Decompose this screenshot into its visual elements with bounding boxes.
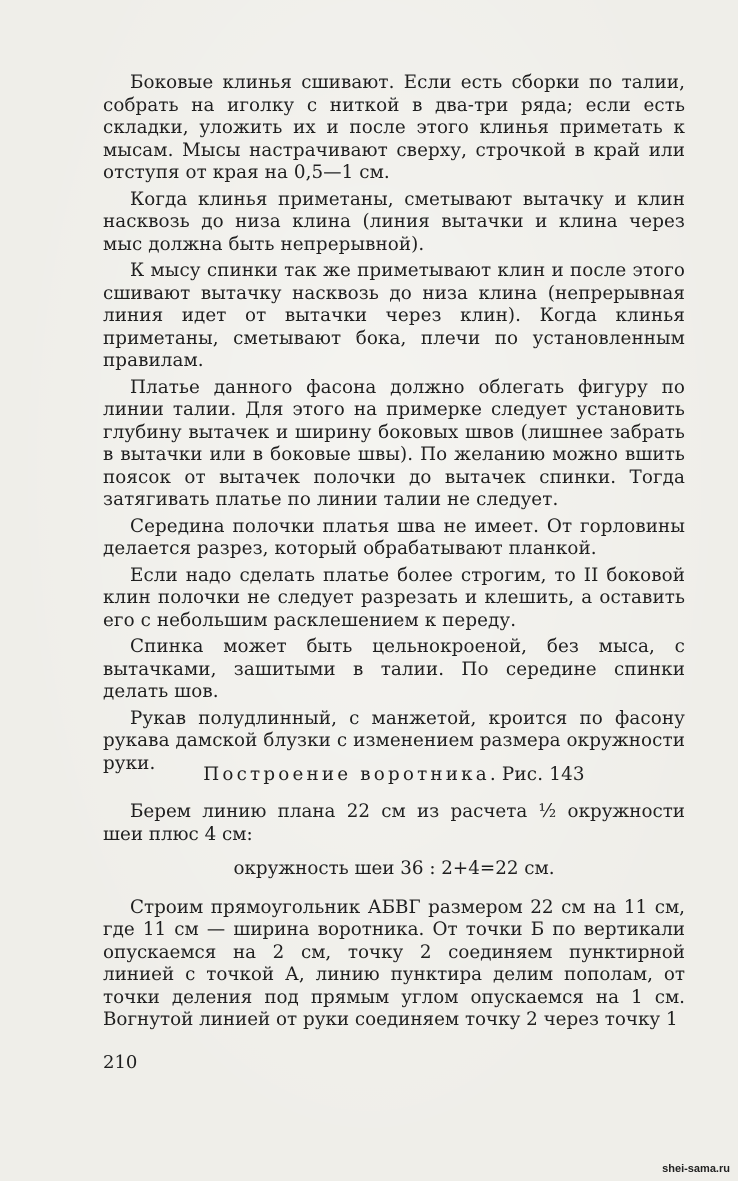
section-title-figure: . Рис. 143: [489, 764, 585, 785]
body-text: [103, 72, 685, 779]
paragraph-6: Если надо сделать платье более строгим, то II боковой клин полочки не следует разрезать и клешить, а оставить его с небольшим расклешением к переду.: [103, 564, 685, 631]
paragraph-1: Боковые клинья сшивают. Если есть сборки по талии, собрать на иголку с ниткой в два-три ряда; если есть складки, уложить их и после этого клинья приметать к мысам. Мысы настрачивают сверху, строчкой в край или отступя от края на 0,5—1 см.: [103, 72, 685, 183]
formula: окружность шеи 36 : 2+4=22 см.: [233, 858, 555, 879]
body-text-continued: [103, 801, 685, 1036]
page-number: 210: [103, 1052, 138, 1073]
section-title-spaced: Построение воротника: [203, 764, 490, 785]
paragraph-after-title: Берем линию плана 22 см из расчета ½ окружности шеи плюс 4 см:: [103, 801, 685, 845]
paragraph-4: Платье данного фасона должно облегать фигуру по линии талии. Для этого на примерке следует установить глубину вытачек и ширину боковых швов (лишнее забрать в вытачки или в боковые швы). По желанию можно вшить поясок от вытачек полочки до вытачек спинки. Тогда затягивать платье по линии талии не следует.: [103, 376, 685, 510]
paragraph-7: Спинка может быть цельнокроеной, без мыса, с вытачками, зашитыми в талии. По середине спинки делать шов.: [103, 636, 685, 702]
section-title: [103, 764, 685, 785]
paragraph-5: Середина полочки платья шва не имеет. От горловины делается разрез, который обрабатывают планкой.: [103, 515, 685, 559]
paragraph-8: Рукав полудлинный, с манжетой, кроится по фасону рукава дамской блузки с изменением размера окружности руки.: [103, 707, 685, 774]
paragraph-3: К мысу спинки так же приметывают клин и после этого сшивают вытачку насквозь до низа клина (непрерывная линия идет от вытачки через клин). Когда клинья приметаны, сметывают бока, плечи по установленным правилам.: [103, 260, 685, 371]
paragraph-last: Строим прямоугольник АБВГ размером 22 см на 11 см, где 11 см — ширина воротника. От точки Б по вертикали опускаемся на 2 см, точку 2 соединяем пунктирной линией с точкой А, линию пунктира делим пополам, от точки деления под прямым углом опускаемся на 1 см. Вогнутой линией от руки соединяем точку 2 через точку 1: [103, 896, 685, 1030]
paragraph-2: Когда клинья приметаны, сметывают вытачку и клин насквозь до низа клина (линия вытачки и клина через мыс должна быть непрерывной).: [103, 188, 685, 255]
watermark: shei-sama.ru: [662, 1163, 730, 1175]
